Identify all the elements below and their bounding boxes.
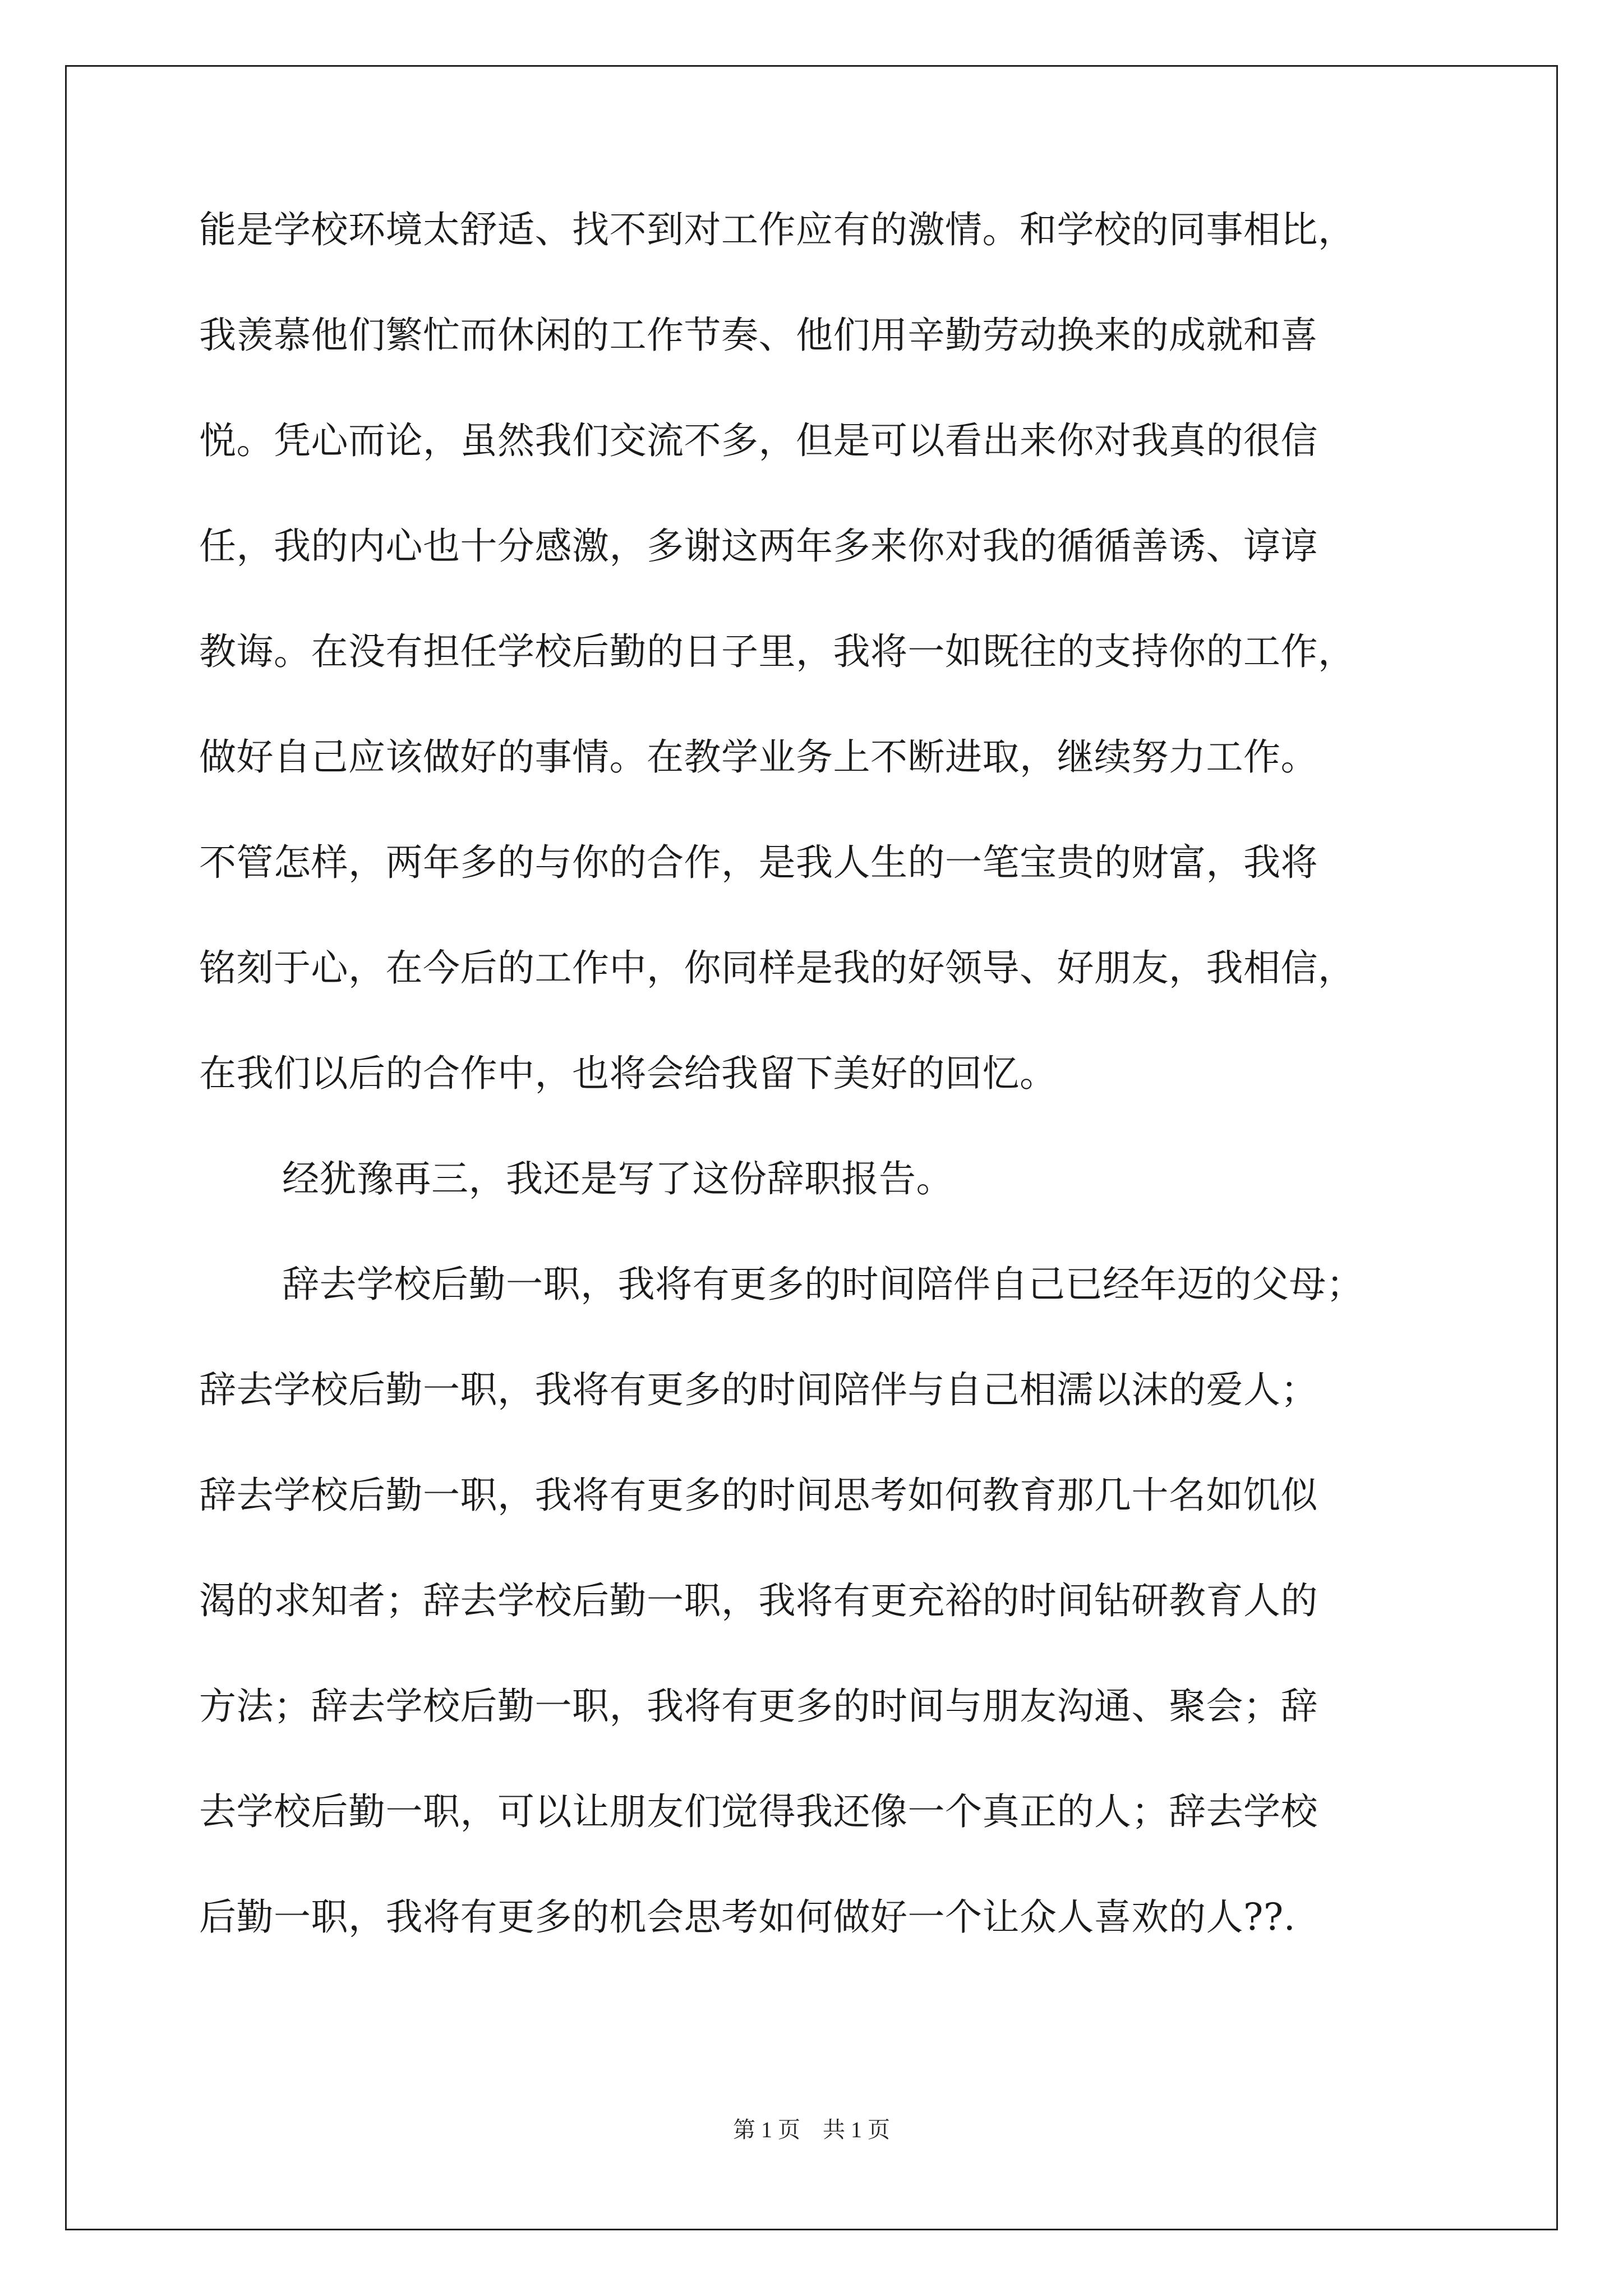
body-line: 方法；辞去学校后勤一职，我将有更多的时间与朋友沟通、聚会；辞 <box>199 1685 1318 1728</box>
body-line: 后勤一职，我将有更多的机会思考如何做好一个让众人喜欢的人??. <box>199 1895 1296 1939</box>
body-line: 去学校后勤一职，可以让朋友们觉得我还像一个真正的人；辞去学校 <box>199 1790 1318 1833</box>
page-footer <box>0 2112 1623 2144</box>
body-line: 做好自己应该做好的事情。在教学业务上不断进取，继续努力工作。 <box>199 735 1318 779</box>
body-line: 任，我的内心也十分感激，多谢这两年多来你对我的循循善诱、谆谆 <box>199 524 1318 568</box>
paragraph-first-line: 辞去学校后勤一职，我将有更多的时间陪伴自己已经年迈的父母； <box>282 1263 1364 1306</box>
document-body <box>199 208 1433 2000</box>
page-number: 第 1 页 <box>733 2117 800 2142</box>
paragraph-first-line: 经犹豫再三，我还是写了这份辞职报告。 <box>282 1157 953 1200</box>
body-line: 能是学校环境太舒适、找不到对工作应有的激情。和学校的同事相比， <box>199 208 1355 251</box>
body-line: 铭刻于心，在今后的工作中，你同样是我的好领导、好朋友，我相信， <box>199 946 1355 990</box>
body-line: 在我们以后的合作中，也将会给我留下美好的回忆。 <box>199 1052 1057 1095</box>
body-line: 辞去学校后勤一职，我将有更多的时间思考如何教育那几十名如饥似 <box>199 1474 1318 1517</box>
body-line: 我羡慕他们繁忙而休闲的工作节奏、他们用辛勤劳动换来的成就和喜 <box>199 314 1318 357</box>
body-line: 悦。凭心而论，虽然我们交流不多，但是可以看出来你对我真的很信 <box>199 419 1318 462</box>
body-line: 教诲。在没有担任学校后勤的日子里，我将一如既往的支持你的工作， <box>199 630 1355 673</box>
body-line: 辞去学校后勤一职，我将有更多的时间陪伴与自己相濡以沫的爱人； <box>199 1368 1318 1411</box>
body-line: 渴的求知者；辞去学校后勤一职，我将有更充裕的时间钻研教育人的 <box>199 1579 1318 1622</box>
body-line: 不管怎样，两年多的与你的合作，是我人生的一笔宝贵的财富，我将 <box>199 841 1318 884</box>
page-total: 共 1 页 <box>823 2117 890 2142</box>
